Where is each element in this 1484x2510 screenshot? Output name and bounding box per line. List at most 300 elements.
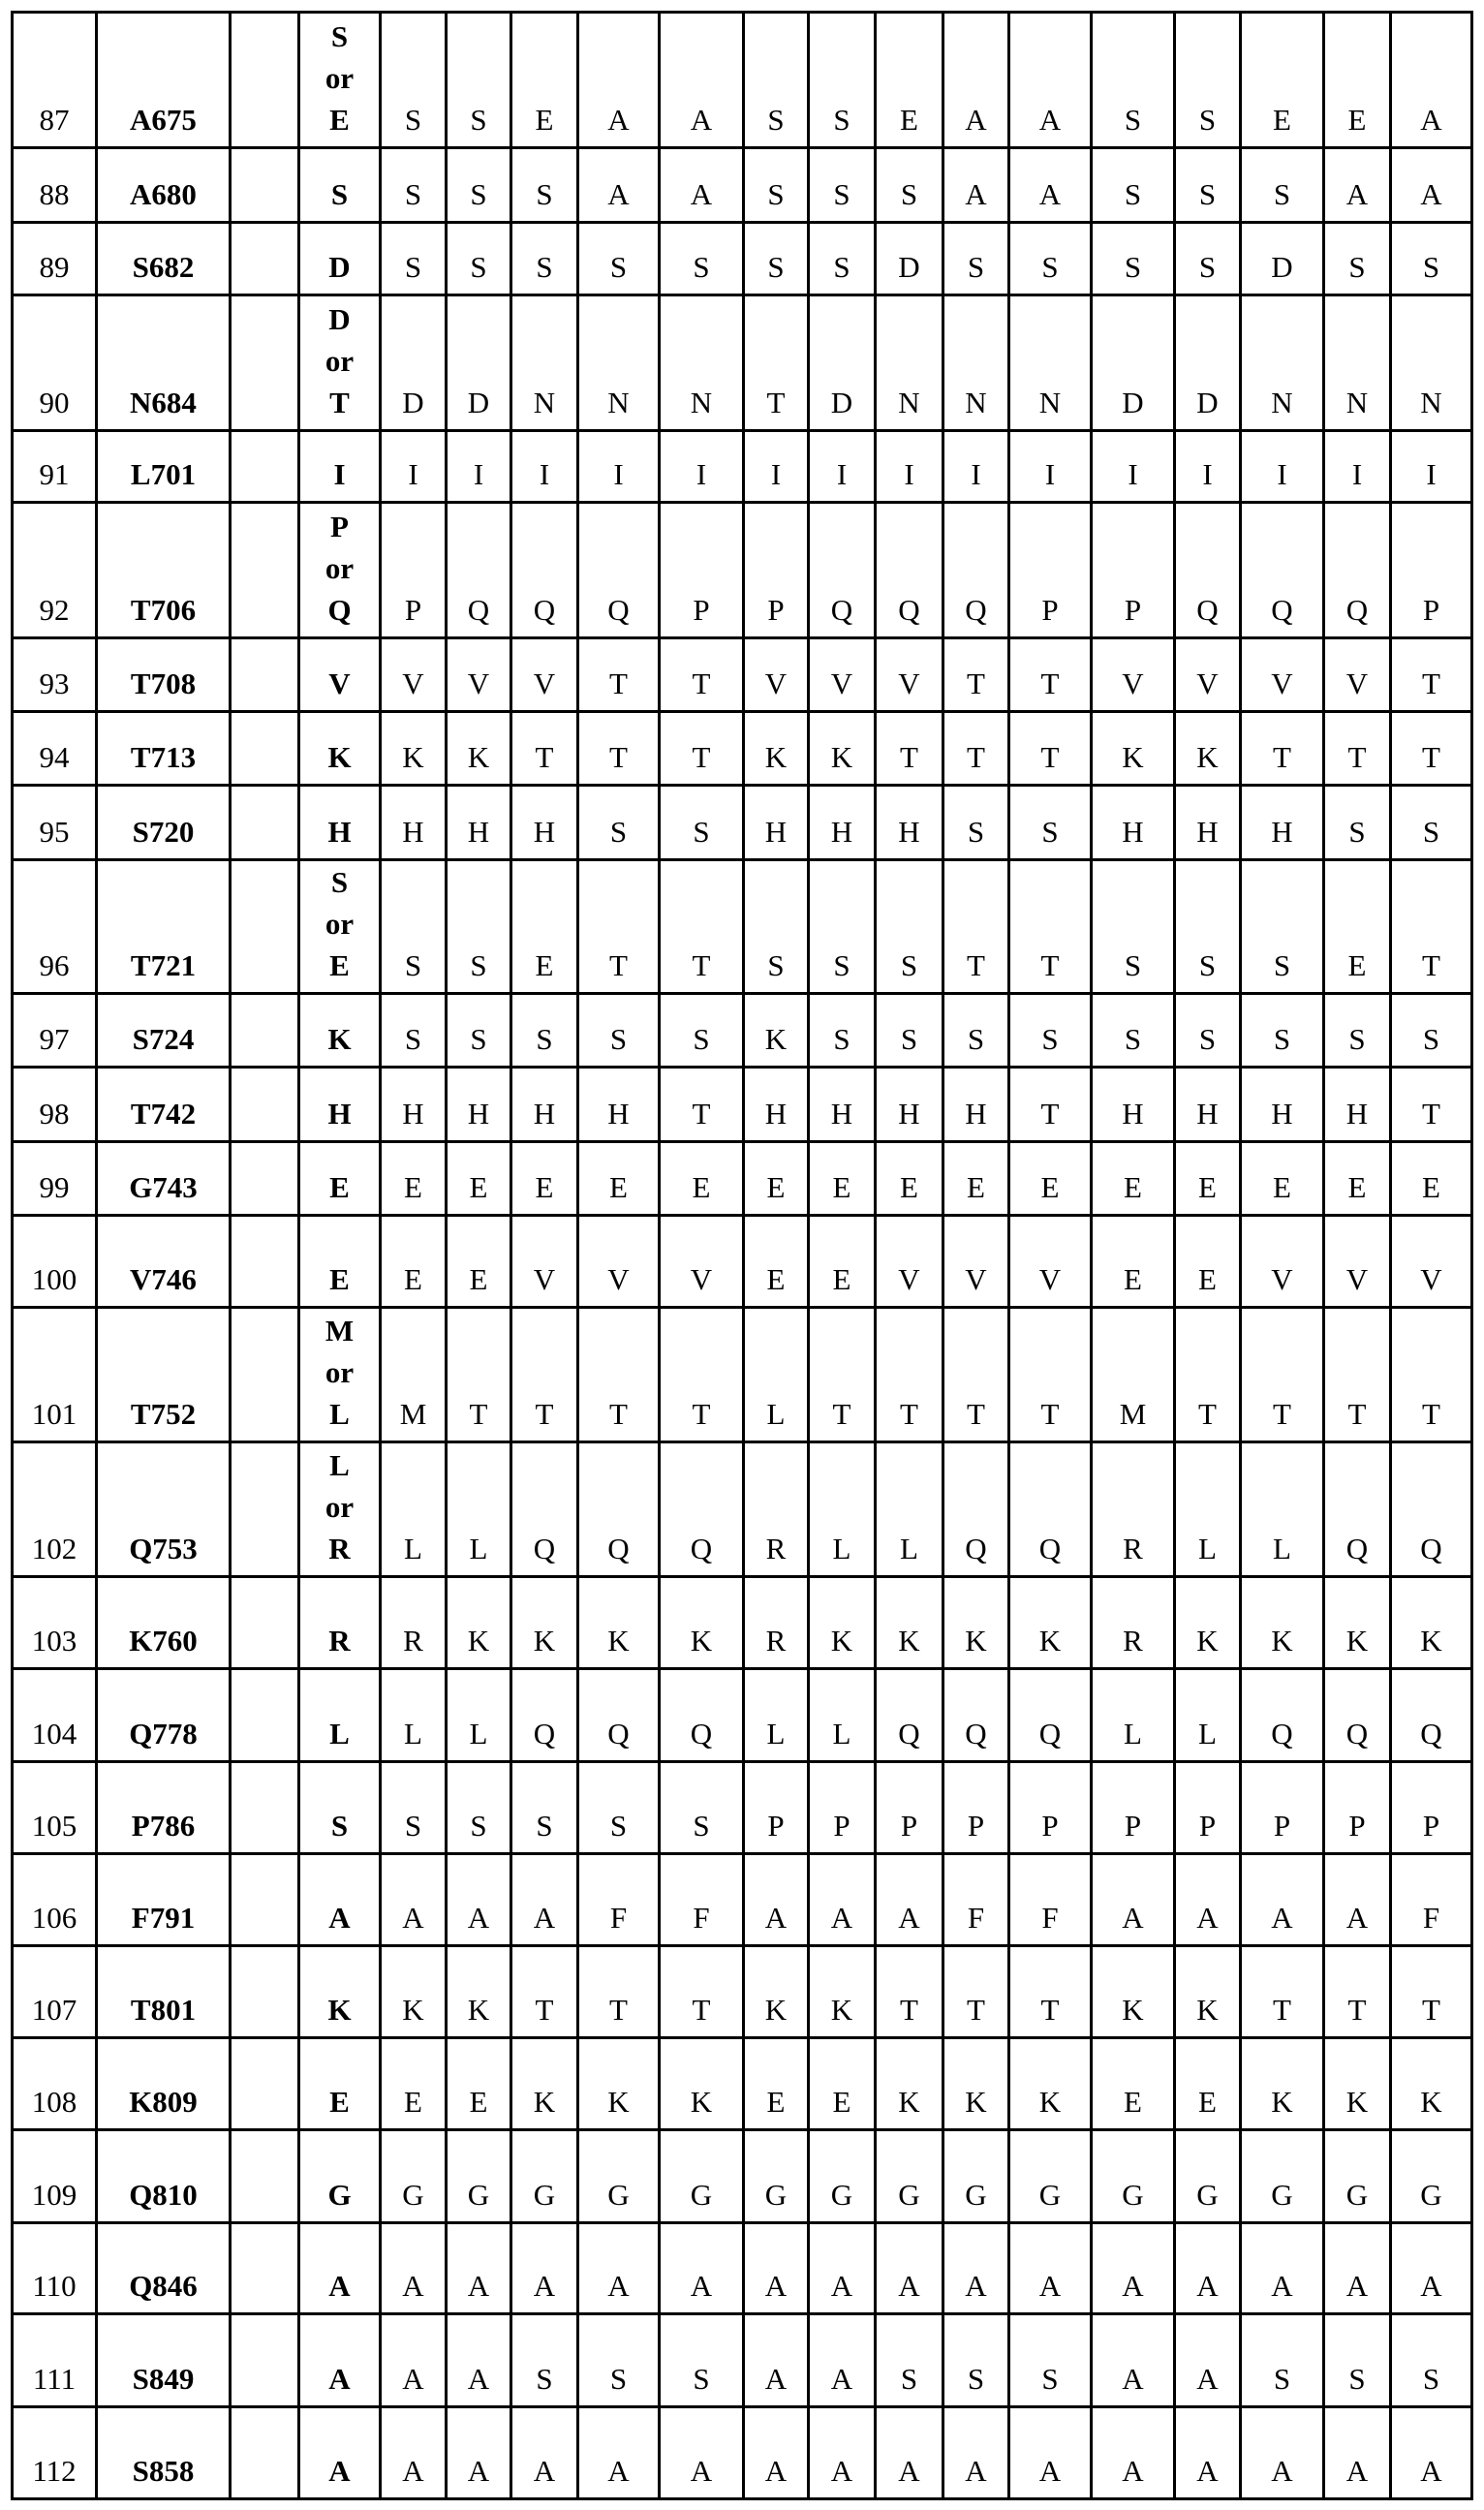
residue-cell: S	[381, 994, 447, 1068]
consensus-cell	[299, 503, 381, 638]
residue-cell: V	[1009, 1216, 1092, 1308]
residue-cell: L	[1175, 1442, 1241, 1577]
residue-cell: T	[1324, 1308, 1391, 1442]
residue-cell: V	[1241, 1216, 1324, 1308]
residue-cell: A	[876, 1854, 943, 1946]
residue-cell: K	[809, 1577, 876, 1669]
residue-cell: S	[578, 994, 660, 1068]
residue-cell: T	[578, 860, 660, 994]
residue-substitution-table	[11, 11, 1473, 2500]
empty-cell	[231, 1946, 299, 2038]
residue-cell: S	[876, 994, 943, 1068]
consensus-token: or	[325, 551, 355, 585]
residue-cell: A	[943, 148, 1009, 223]
residue-cell: P	[1092, 503, 1175, 638]
empty-cell	[231, 712, 299, 786]
residue-cell: A	[1175, 2314, 1241, 2407]
residue-cell: S	[1092, 994, 1175, 1068]
residue-cell: T	[1391, 1308, 1472, 1442]
residue-cell: S	[1391, 2314, 1472, 2407]
residue-cell: N	[876, 295, 943, 431]
residue-cell: A	[1009, 2223, 1092, 2314]
consensus-token: L	[329, 1448, 350, 1482]
residue-cell: S	[578, 2314, 660, 2407]
residue-cell: V	[447, 638, 511, 712]
residue-cell: A	[744, 2223, 809, 2314]
residue-cell: V	[876, 638, 943, 712]
residue-cell: N	[660, 295, 744, 431]
row-number-cell: 109	[13, 2130, 97, 2223]
residue-cell: G	[447, 2130, 511, 2223]
residue-cell: E	[381, 1142, 447, 1216]
residue-cell: S	[381, 223, 447, 295]
consensus-cell	[299, 1442, 381, 1577]
empty-cell	[231, 2314, 299, 2407]
residue-cell: K	[1241, 2038, 1324, 2130]
residue-cell: E	[1241, 13, 1324, 148]
consensus-token: A	[328, 2454, 351, 2488]
residue-cell: S	[447, 860, 511, 994]
row-number-cell: 102	[13, 1442, 97, 1577]
position-cell: T742	[97, 1068, 231, 1142]
residue-cell: F	[1009, 1854, 1092, 1946]
residue-cell: S	[1241, 860, 1324, 994]
table-row	[13, 1762, 1472, 1854]
residue-cell: Q	[1324, 1442, 1391, 1577]
residue-cell: E	[1175, 2038, 1241, 2130]
residue-cell: H	[511, 1068, 578, 1142]
residue-cell: K	[876, 2038, 943, 2130]
consensus-cell	[299, 1308, 381, 1442]
table-row	[13, 503, 1472, 638]
residue-cell: G	[1391, 2130, 1472, 2223]
residue-cell: T	[1009, 1068, 1092, 1142]
residue-cell: Q	[876, 503, 943, 638]
residue-cell: S	[943, 223, 1009, 295]
residue-cell: Q	[1175, 503, 1241, 638]
consensus-token: or	[325, 61, 355, 95]
residue-cell: H	[447, 1068, 511, 1142]
position-cell: K809	[97, 2038, 231, 2130]
residue-cell: R	[744, 1442, 809, 1577]
residue-cell: G	[1092, 2130, 1175, 2223]
consensus-token: L	[329, 1397, 350, 1431]
residue-cell: H	[447, 786, 511, 860]
residue-cell: D	[447, 295, 511, 431]
table-row	[13, 1308, 1472, 1442]
empty-cell	[231, 503, 299, 638]
empty-cell	[231, 2223, 299, 2314]
residue-cell: S	[381, 13, 447, 148]
residue-cell: G	[1241, 2130, 1324, 2223]
consensus-token: M	[325, 1314, 355, 1348]
residue-cell: Q	[1324, 1669, 1391, 1762]
residue-cell: S	[1092, 148, 1175, 223]
residue-cell: E	[809, 2038, 876, 2130]
residue-cell: K	[876, 1577, 943, 1669]
residue-cell: V	[1324, 1216, 1391, 1308]
residue-cell: A	[1391, 148, 1472, 223]
residue-cell: K	[660, 1577, 744, 1669]
residue-cell: E	[1241, 1142, 1324, 1216]
residue-cell: I	[1009, 431, 1092, 503]
position-cell: T801	[97, 1946, 231, 2038]
residue-cell: K	[660, 2038, 744, 2130]
row-number-cell: 104	[13, 1669, 97, 1762]
residue-cell: E	[511, 13, 578, 148]
residue-cell: T	[1324, 1946, 1391, 2038]
residue-cell: S	[876, 860, 943, 994]
residue-cell: A	[744, 1854, 809, 1946]
residue-cell: A	[1241, 1854, 1324, 1946]
row-number-cell: 106	[13, 1854, 97, 1946]
residue-cell: Q	[578, 1442, 660, 1577]
residue-cell: A	[1175, 2223, 1241, 2314]
table-row	[13, 431, 1472, 503]
residue-cell: A	[943, 13, 1009, 148]
residue-cell: A	[1092, 2314, 1175, 2407]
residue-cell: K	[1092, 712, 1175, 786]
consensus-token: S	[330, 1809, 349, 1843]
residue-cell: K	[809, 1946, 876, 2038]
residue-cell: G	[1009, 2130, 1092, 2223]
residue-cell: N	[1241, 295, 1324, 431]
residue-cell: D	[1241, 223, 1324, 295]
residue-cell: E	[1324, 860, 1391, 994]
residue-cell: S	[660, 786, 744, 860]
residue-cell: A	[578, 2223, 660, 2314]
residue-cell: A	[943, 2407, 1009, 2499]
position-cell: Q810	[97, 2130, 231, 2223]
empty-cell	[231, 1762, 299, 1854]
residue-cell: S	[1009, 786, 1092, 860]
residue-cell: T	[1241, 1946, 1324, 2038]
residue-cell: T	[1391, 712, 1472, 786]
residue-cell: A	[1391, 13, 1472, 148]
residue-cell: P	[1009, 503, 1092, 638]
empty-cell	[231, 786, 299, 860]
residue-cell: T	[1009, 712, 1092, 786]
residue-cell: T	[1009, 1946, 1092, 2038]
empty-cell	[231, 1577, 299, 1669]
consensus-token: E	[329, 103, 350, 137]
residue-cell: L	[744, 1308, 809, 1442]
position-cell: L701	[97, 431, 231, 503]
empty-cell	[231, 2038, 299, 2130]
residue-cell: F	[943, 1854, 1009, 1946]
consensus-cell	[299, 1762, 381, 1854]
residue-cell: A	[511, 2223, 578, 2314]
residue-cell: Q	[943, 1442, 1009, 1577]
empty-cell	[231, 295, 299, 431]
residue-cell: V	[1324, 638, 1391, 712]
residue-cell: T	[1241, 1308, 1324, 1442]
residue-cell: F	[1391, 1854, 1472, 1946]
residue-cell: S	[1391, 994, 1472, 1068]
residue-cell: T	[578, 712, 660, 786]
residue-cell: G	[578, 2130, 660, 2223]
residue-cell: A	[447, 2407, 511, 2499]
residue-cell: T	[578, 1308, 660, 1442]
empty-cell	[231, 2130, 299, 2223]
empty-cell	[231, 994, 299, 1068]
consensus-token: or	[325, 344, 355, 378]
residue-cell: K	[744, 712, 809, 786]
table-row	[13, 1216, 1472, 1308]
residue-cell: N	[1324, 295, 1391, 431]
row-number-cell: 101	[13, 1308, 97, 1442]
residue-cell: E	[809, 1142, 876, 1216]
residue-cell: S	[1175, 223, 1241, 295]
residue-cell: K	[1175, 1577, 1241, 1669]
residue-cell: H	[744, 786, 809, 860]
residue-cell: V	[660, 1216, 744, 1308]
residue-cell: S	[1009, 2314, 1092, 2407]
table-row	[13, 13, 1472, 148]
residue-cell: G	[943, 2130, 1009, 2223]
residue-cell: I	[1391, 431, 1472, 503]
residue-cell: P	[809, 1762, 876, 1854]
residue-cell: S	[1175, 860, 1241, 994]
residue-cell: S	[511, 1762, 578, 1854]
consensus-token: K	[327, 1022, 352, 1056]
consensus-cell	[299, 1216, 381, 1308]
position-cell: T708	[97, 638, 231, 712]
residue-cell: S	[943, 994, 1009, 1068]
empty-cell	[231, 1669, 299, 1762]
consensus-cell	[299, 1577, 381, 1669]
residue-cell: T	[1175, 1308, 1241, 1442]
residue-cell: S	[1175, 13, 1241, 148]
residue-cell: T	[943, 1946, 1009, 2038]
residue-cell: T	[511, 712, 578, 786]
residue-cell: A	[943, 2223, 1009, 2314]
residue-cell: A	[809, 1854, 876, 1946]
residue-cell: A	[660, 148, 744, 223]
consensus-token: E	[329, 1262, 350, 1296]
residue-cell: F	[578, 1854, 660, 1946]
empty-cell	[231, 223, 299, 295]
residue-cell: T	[660, 638, 744, 712]
residue-cell: I	[660, 431, 744, 503]
residue-cell: A	[1175, 1854, 1241, 1946]
residue-cell: D	[1175, 295, 1241, 431]
residue-cell: S	[1391, 223, 1472, 295]
residue-cell: A	[1324, 2223, 1391, 2314]
residue-cell: A	[809, 2314, 876, 2407]
consensus-cell	[299, 1068, 381, 1142]
residue-cell: A	[1092, 2407, 1175, 2499]
residue-cell: E	[809, 1216, 876, 1308]
consensus-cell	[299, 148, 381, 223]
residue-cell: S	[578, 1762, 660, 1854]
consensus-token: A	[328, 1901, 351, 1935]
residue-cell: T	[943, 712, 1009, 786]
residue-cell: T	[1391, 638, 1472, 712]
residue-cell: R	[1092, 1442, 1175, 1577]
residue-cell: K	[1009, 1577, 1092, 1669]
residue-cell: T	[943, 1308, 1009, 1442]
residue-cell: Q	[943, 503, 1009, 638]
residue-cell: H	[1324, 1068, 1391, 1142]
table-row	[13, 1068, 1472, 1142]
consensus-token: H	[327, 815, 352, 849]
residue-cell: S	[511, 2314, 578, 2407]
residue-cell: E	[447, 1142, 511, 1216]
empty-cell	[231, 638, 299, 712]
residue-cell: I	[1175, 431, 1241, 503]
consensus-cell	[299, 994, 381, 1068]
row-number-cell: 92	[13, 503, 97, 638]
residue-cell: A	[1324, 1854, 1391, 1946]
residue-cell: S	[1092, 860, 1175, 994]
residue-cell: E	[1391, 1142, 1472, 1216]
residue-cell: E	[876, 13, 943, 148]
residue-cell: S	[511, 223, 578, 295]
table-row	[13, 638, 1472, 712]
residue-cell: P	[1324, 1762, 1391, 1854]
residue-cell: S	[1241, 994, 1324, 1068]
residue-cell: K	[943, 1577, 1009, 1669]
residue-cell: Q	[1241, 1669, 1324, 1762]
residue-cell: N	[943, 295, 1009, 431]
residue-cell: H	[744, 1068, 809, 1142]
residue-cell: H	[381, 1068, 447, 1142]
residue-cell: A	[660, 2223, 744, 2314]
residue-cell: S	[809, 13, 876, 148]
residue-cell: T	[1009, 638, 1092, 712]
table-row	[13, 1669, 1472, 1762]
residue-cell: S	[447, 13, 511, 148]
empty-cell	[231, 431, 299, 503]
table-row	[13, 1442, 1472, 1577]
table-row	[13, 295, 1472, 431]
residue-cell: K	[744, 994, 809, 1068]
residue-cell: L	[381, 1442, 447, 1577]
residue-cell: T	[744, 295, 809, 431]
residue-cell: I	[876, 431, 943, 503]
residue-cell: G	[809, 2130, 876, 2223]
row-number-cell: 107	[13, 1946, 97, 2038]
residue-cell: S	[447, 1762, 511, 1854]
position-cell: A675	[97, 13, 231, 148]
position-cell: S724	[97, 994, 231, 1068]
residue-cell: S	[578, 223, 660, 295]
residue-cell: A	[660, 2407, 744, 2499]
residue-cell: T	[1324, 712, 1391, 786]
empty-cell	[231, 1308, 299, 1442]
residue-cell: A	[511, 1854, 578, 1946]
consensus-cell	[299, 13, 381, 148]
residue-cell: S	[1324, 2314, 1391, 2407]
row-number-cell: 93	[13, 638, 97, 712]
residue-cell: K	[447, 712, 511, 786]
residue-cell: L	[1175, 1669, 1241, 1762]
residue-cell: S	[1324, 994, 1391, 1068]
empty-cell	[231, 1142, 299, 1216]
residue-cell: A	[809, 2407, 876, 2499]
residue-cell: I	[1241, 431, 1324, 503]
residue-cell: Q	[1009, 1669, 1092, 1762]
residue-cell: K	[578, 2038, 660, 2130]
empty-cell	[231, 1068, 299, 1142]
residue-cell: S	[1092, 13, 1175, 148]
residue-cell: A	[578, 2407, 660, 2499]
residue-cell: Q	[1009, 1442, 1092, 1577]
residue-cell: S	[447, 994, 511, 1068]
empty-cell	[231, 2407, 299, 2499]
position-cell: A680	[97, 148, 231, 223]
residue-cell: V	[511, 1216, 578, 1308]
residue-cell: S	[943, 2314, 1009, 2407]
residue-cell: I	[511, 431, 578, 503]
residue-cell: S	[381, 148, 447, 223]
residue-cell: E	[660, 1142, 744, 1216]
consensus-cell	[299, 638, 381, 712]
residue-cell: T	[1391, 860, 1472, 994]
residue-cell: S	[1009, 994, 1092, 1068]
residue-cell: T	[578, 638, 660, 712]
residue-cell: E	[578, 1142, 660, 1216]
position-cell: S682	[97, 223, 231, 295]
residue-cell: A	[447, 1854, 511, 1946]
residue-cell: H	[381, 786, 447, 860]
residue-cell: P	[1391, 1762, 1472, 1854]
residue-cell: E	[744, 1216, 809, 1308]
empty-cell	[231, 1216, 299, 1308]
residue-cell: Q	[511, 1442, 578, 1577]
residue-cell: T	[1009, 860, 1092, 994]
row-number-cell: 100	[13, 1216, 97, 1308]
residue-cell: Q	[660, 1442, 744, 1577]
residue-cell: H	[578, 1068, 660, 1142]
row-number-cell: 99	[13, 1142, 97, 1216]
residue-cell: P	[1241, 1762, 1324, 1854]
residue-cell: S	[809, 994, 876, 1068]
residue-cell: K	[1391, 2038, 1472, 2130]
residue-cell: Q	[578, 503, 660, 638]
residue-cell: V	[1391, 1216, 1472, 1308]
residue-cell: V	[744, 638, 809, 712]
residue-cell: E	[1175, 1216, 1241, 1308]
residue-cell: D	[381, 295, 447, 431]
residue-cell: Q	[447, 503, 511, 638]
residue-cell: E	[744, 1142, 809, 1216]
row-number-cell: 89	[13, 223, 97, 295]
consensus-token: S	[330, 19, 349, 53]
residue-cell: A	[1009, 2407, 1092, 2499]
row-number-cell: 87	[13, 13, 97, 148]
residue-cell: R	[381, 1577, 447, 1669]
residue-cell: A	[876, 2223, 943, 2314]
residue-cell: S	[660, 994, 744, 1068]
residue-cell: R	[744, 1577, 809, 1669]
residue-cell: A	[1391, 2223, 1472, 2314]
residue-cell: Q	[660, 1669, 744, 1762]
residue-cell: A	[1009, 13, 1092, 148]
residue-cell: S	[447, 148, 511, 223]
residue-cell: V	[1175, 638, 1241, 712]
residue-cell: K	[1009, 2038, 1092, 2130]
row-number-cell: 111	[13, 2314, 97, 2407]
residue-cell: N	[578, 295, 660, 431]
consensus-token: T	[329, 386, 350, 419]
consensus-token: S	[330, 865, 349, 899]
consensus-token: E	[329, 1170, 350, 1204]
row-number-cell: 94	[13, 712, 97, 786]
residue-cell: L	[447, 1442, 511, 1577]
residue-cell: T	[511, 1946, 578, 2038]
